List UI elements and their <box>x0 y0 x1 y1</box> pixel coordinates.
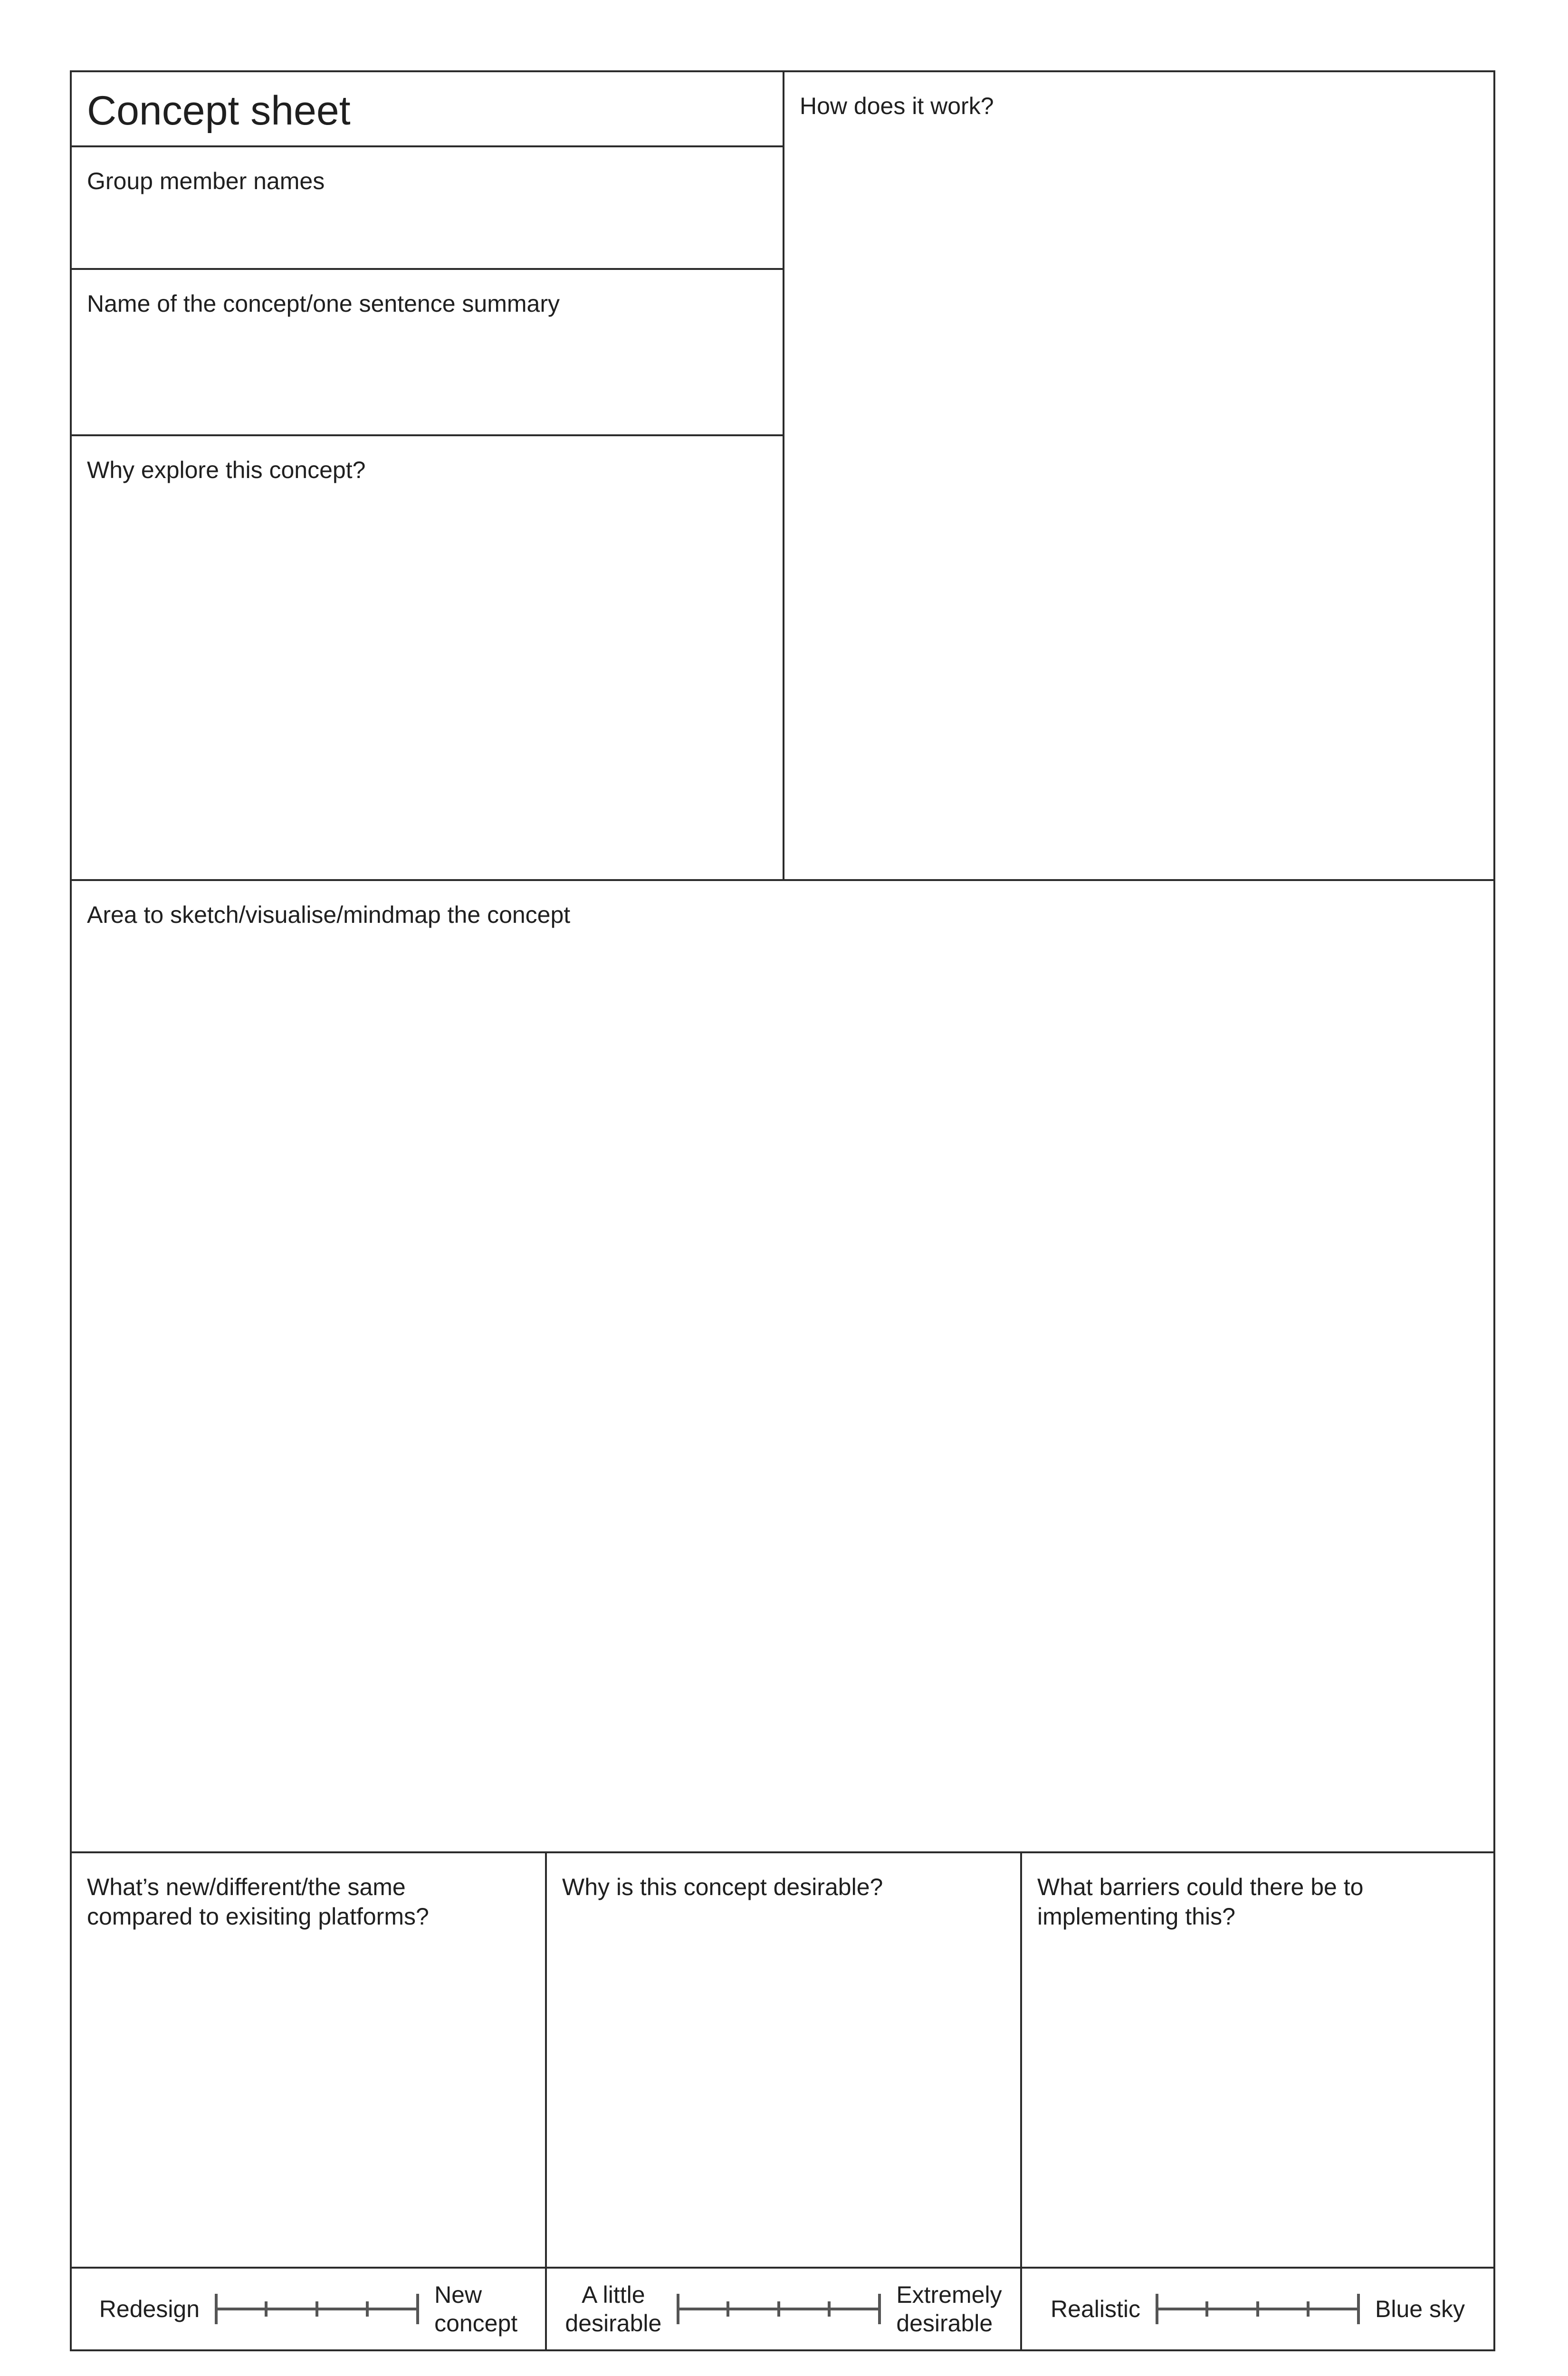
scale-tick[interactable] <box>1357 2294 1360 2324</box>
barriers-box[interactable] <box>1020 1851 1495 2269</box>
scale-tick[interactable] <box>265 2301 268 2317</box>
group-member-names-box[interactable] <box>70 145 784 270</box>
rating-scale[interactable] <box>215 2294 419 2324</box>
scale-right-label: New concept <box>434 2281 518 2337</box>
scale-tick[interactable] <box>677 2294 679 2324</box>
concept-name-label: Name of the concept/one sentence summary <box>87 290 560 317</box>
how-it-works-box[interactable] <box>783 70 1495 881</box>
scale-tick[interactable] <box>366 2301 369 2317</box>
page-title: Concept sheet <box>87 88 351 134</box>
scale-tick[interactable] <box>727 2301 729 2317</box>
rating-scale[interactable] <box>677 2294 881 2324</box>
group-member-names-label: Group member names <box>87 168 325 194</box>
scale-left-label: Realistic <box>1051 2296 1140 2322</box>
scale-left-label: Redesign <box>99 2296 200 2322</box>
why-explore-label: Why explore this concept? <box>87 457 366 483</box>
scale-tick[interactable] <box>878 2294 881 2324</box>
title-cell <box>70 70 784 147</box>
whats-new-box[interactable] <box>70 1851 547 2269</box>
scale-tick[interactable] <box>777 2301 780 2317</box>
scale-tick[interactable] <box>1307 2301 1310 2317</box>
rating-scale[interactable] <box>1156 2294 1360 2324</box>
novelty-scale[interactable] <box>70 2267 547 2351</box>
concept-name-box[interactable] <box>70 268 784 436</box>
scale-tick[interactable] <box>1156 2294 1158 2324</box>
whats-new-label: What’s new/different/the same compared to exisiting platforms? <box>87 1874 429 1930</box>
how-it-works-label: How does it work? <box>800 93 994 119</box>
desirability-scale[interactable] <box>545 2267 1022 2351</box>
scale-right-label: Extremely desirable <box>896 2281 1002 2337</box>
scale-tick[interactable] <box>416 2294 419 2324</box>
scale-tick[interactable] <box>828 2301 831 2317</box>
feasibility-scale[interactable] <box>1020 2267 1495 2351</box>
why-desirable-box[interactable] <box>545 1851 1022 2269</box>
scale-left-label: A little desirable <box>565 2281 662 2337</box>
scale-tick[interactable] <box>215 2294 218 2324</box>
scale-right-label: Blue sky <box>1375 2296 1465 2322</box>
sketch-area-label: Area to sketch/visualise/mindmap the concept <box>87 901 571 928</box>
why-explore-box[interactable] <box>70 434 784 881</box>
barriers-label: What barriers could there be to implementing this? <box>1037 1874 1364 1930</box>
why-desirable-label: Why is this concept desirable? <box>562 1874 883 1900</box>
sketch-area-box[interactable] <box>70 879 1495 1853</box>
scale-tick[interactable] <box>316 2301 318 2317</box>
concept-sheet <box>70 70 1495 2351</box>
scale-tick[interactable] <box>1205 2301 1208 2317</box>
scale-tick[interactable] <box>1256 2301 1259 2317</box>
